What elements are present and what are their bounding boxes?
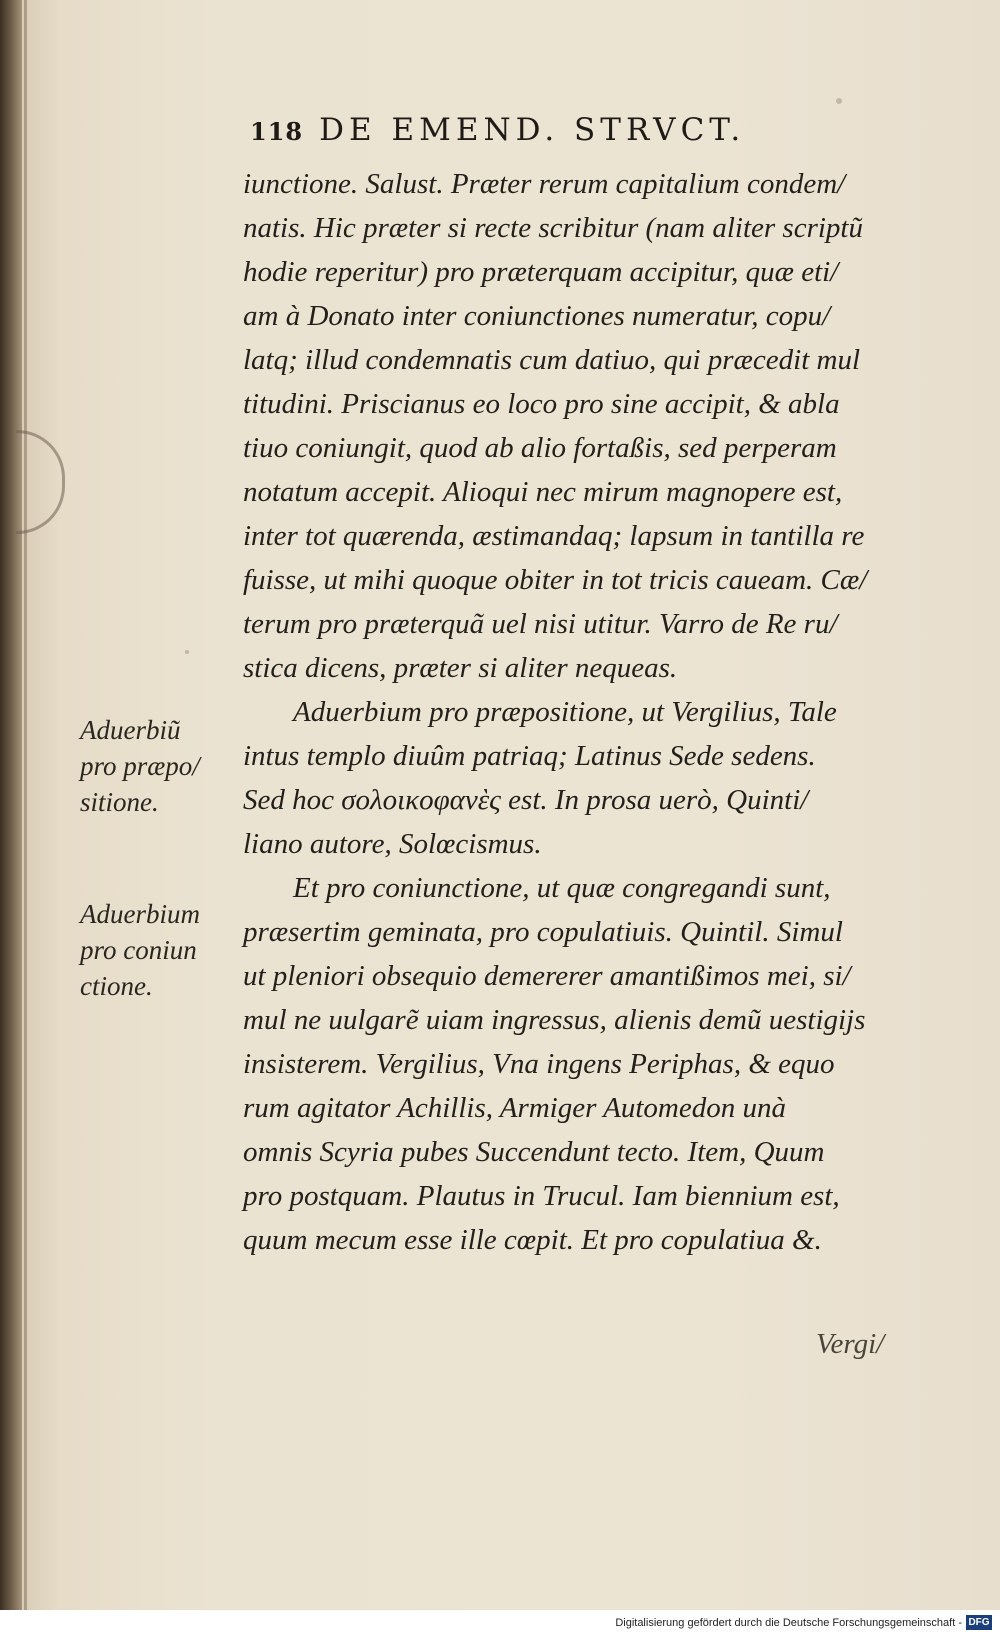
marginal-line: sitione.: [80, 787, 159, 817]
text-line: liano autore, Solœcismus.: [243, 828, 542, 860]
text-line: præsertim geminata, pro copulatiuis. Quintil. Simul: [243, 916, 843, 948]
text-line: tiuo coniungit, quod ab alio fortaßis, sed perperam: [243, 432, 837, 464]
main-text-block: [243, 162, 923, 1262]
text-line: Et pro coniunctione, ut quæ congregandi sunt,: [293, 872, 831, 904]
running-header: [250, 112, 850, 152]
text-line: hodie reperitur) pro præterquam accipitur, quæ eti/: [243, 256, 839, 288]
marginal-line: ctione.: [80, 971, 153, 1001]
marginal-line: Aduerbiũ: [80, 715, 181, 745]
text-line: rum agitator Achillis, Armiger Automedon unà: [243, 1092, 786, 1124]
text-line: Aduerbium pro præpositione, ut Vergilius, Tale: [293, 696, 837, 728]
ink-spot: [185, 650, 189, 654]
page-number: 118: [250, 117, 304, 146]
ink-spot: [836, 98, 842, 104]
text-line: latq; illud condemnatis cum datiuo, qui præcedit mul: [243, 344, 861, 376]
text-line: omnis Scyria pubes Succendunt tecto. Item, Quum: [243, 1136, 825, 1168]
text-line: stica dicens, præter si aliter nequeas.: [243, 652, 678, 684]
marginal-line: pro coniun: [80, 935, 197, 965]
text-line: titudini. Priscianus eo loco pro sine accipit, & abla: [243, 388, 840, 420]
catchword: Vergi/: [816, 1328, 885, 1360]
dfg-logo: DFG: [966, 1615, 992, 1630]
text-line: pro postquam. Plautus in Trucul. Iam biennium est,: [243, 1180, 840, 1212]
text-line: natis. Hic præter si recte scribitur (nam aliter scriptũ: [243, 212, 863, 244]
text-line: ut pleniori obsequio demererer amantißimos mei, si/: [243, 960, 851, 992]
text-line: notatum accepit. Alioqui nec mirum magnopere est,: [243, 476, 843, 508]
running-title: DE EMEND. STRVCT.: [319, 112, 746, 148]
marginal-note: [80, 896, 240, 1004]
text-line: Sed hoc σολοικοφανὲς est. In prosa uerò, Quinti/: [243, 784, 809, 816]
text-line: fuisse, ut mihi quoque obiter in tot tricis caueam. Cæ/: [243, 564, 868, 596]
text-line: intus templo diuûm patriaq; Latinus Sede sedens.: [243, 740, 816, 772]
marginal-note: [80, 712, 240, 820]
text-line: am à Donato inter coniunctiones numeratur, copu/: [243, 300, 831, 332]
page-gutter-edge: [24, 0, 27, 1610]
text-line: insisterem. Vergilius, Vna ingens Periphas, & equo: [243, 1048, 835, 1080]
marginal-line: pro præpo/: [80, 751, 200, 781]
text-line: mul ne uulgarẽ uiam ingressus, alienis demũ uestigijs: [243, 1004, 866, 1036]
text-line: terum pro præterquã uel nisi utitur. Varro de Re ru/: [243, 608, 838, 640]
marginal-line: Aduerbium: [80, 899, 200, 929]
text-line: quum mecum esse ille cœpit. Et pro copulatiua &.: [243, 1224, 822, 1256]
text-line: inter tot quærenda, æstimandaq; lapsum in tantilla re: [243, 520, 865, 552]
funding-credit: Digitalisierung gefördert durch die Deutsche Forschungsgemeinschaft -: [615, 1617, 962, 1629]
text-line: iunctione. Salust. Præter rerum capitalium condem/: [243, 168, 846, 200]
